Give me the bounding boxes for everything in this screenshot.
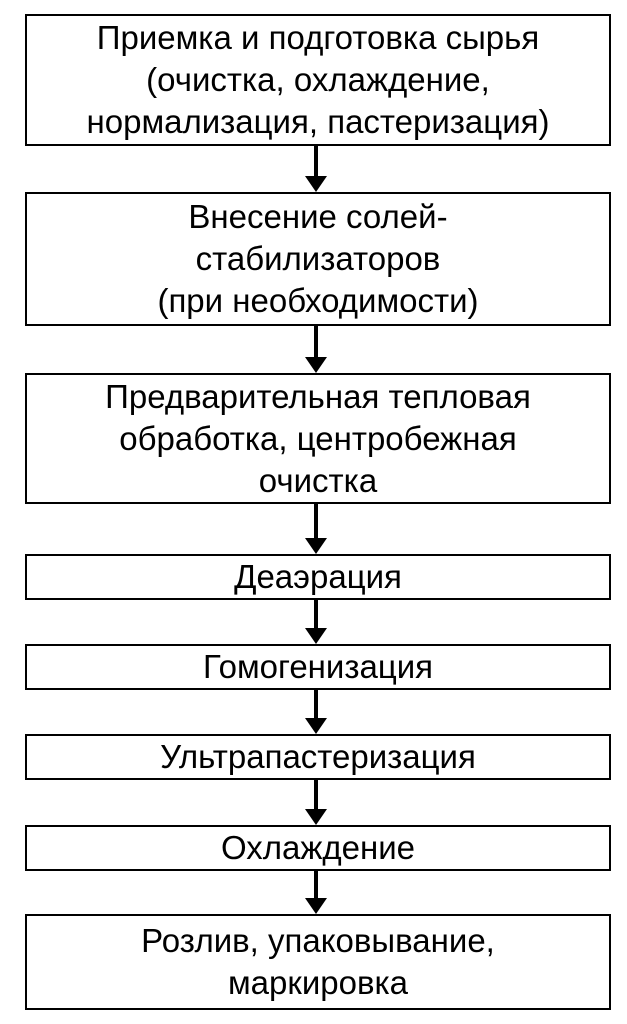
down-arrow-icon (305, 600, 327, 644)
down-arrow-icon (305, 146, 327, 192)
step-stabilizer-salts (25, 192, 611, 326)
down-arrow-icon (305, 326, 327, 373)
step-cooling (25, 825, 611, 871)
down-arrow-icon (305, 690, 327, 734)
step-label: Внесение солей- стабилизаторов (при необходимости) (157, 198, 479, 319)
step-label: Гомогенизация (202, 648, 434, 685)
down-arrow-icon (305, 871, 327, 914)
step-label: Предварительная тепловая обработка, центробежная очистка (105, 377, 531, 499)
step-label: Розлив, упаковывание, маркировка (141, 922, 495, 1001)
step-label: Деаэрация (234, 558, 402, 595)
step-label: Приемка и подготовка сырья (очистка, охлаждение, нормализация, пастеризация) (86, 19, 550, 140)
step-label: Охлаждение (220, 829, 416, 866)
step-raw-material-reception (25, 14, 611, 146)
step-homogenization (25, 644, 611, 690)
down-arrow-icon (305, 780, 327, 825)
step-ultrapasteurization (25, 734, 611, 780)
step-preheat-centrifugal-cleaning (25, 373, 611, 504)
down-arrow-icon (305, 504, 327, 554)
step-deaeration (25, 554, 611, 600)
step-bottling-packaging-labeling (25, 914, 611, 1010)
step-label: Ультрапастеризация (160, 738, 476, 775)
